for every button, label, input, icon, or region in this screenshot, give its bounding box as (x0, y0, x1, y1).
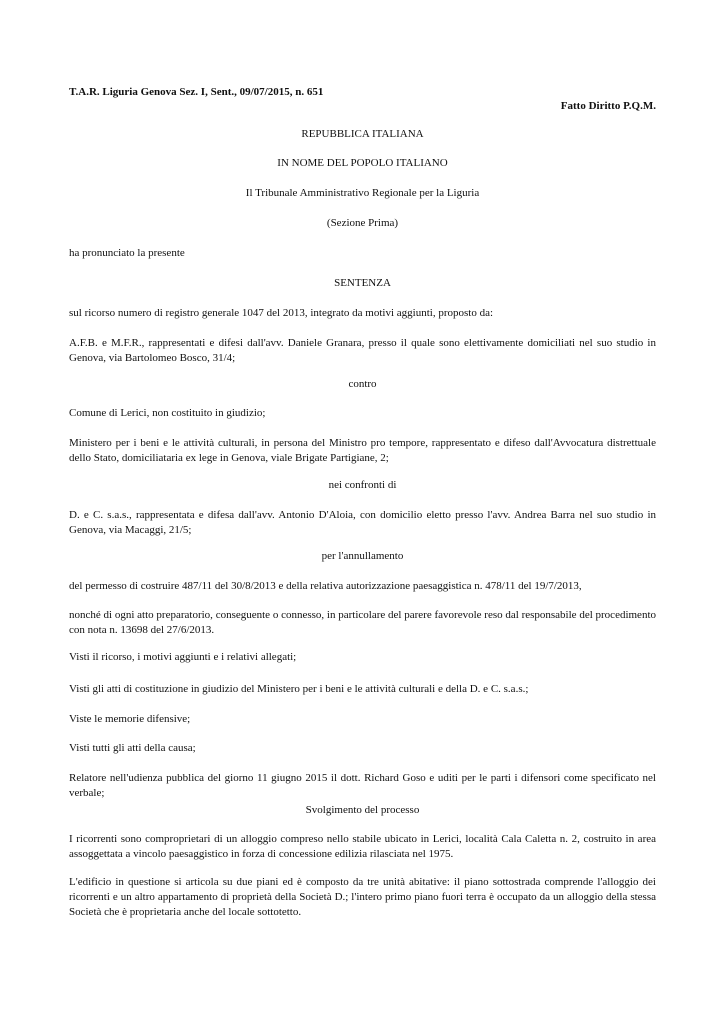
comproprietari-paragraph: I ricorrenti sono comproprietari di un alloggio compreso nello stabile ubicato in Lerici, località Cala Caletta n. 2, costruito in area assoggettata a vincolo paesaggistico in forza di concessione edilizia rilasciata nel 1975. (69, 833, 656, 860)
visti-costituzione-paragraph: Visti gli atti di costituzione in giudizio del Ministero per i beni e le attività culturali e della D. e C. s.a.s.; (69, 683, 529, 695)
controinteressata-paragraph: D. e C. s.a.s., rappresentata e difesa dall'avv. Antonio D'Aloia, con domicilio eletto presso l'avv. Andrea Barra nel suo studio in Genova, via Macaggi, 21/5; (69, 509, 656, 536)
pronounced-text: ha pronunciato la presente (69, 247, 185, 259)
visti-atti-paragraph: Visti tutti gli atti della causa; (69, 742, 196, 754)
annullamento-label: per l'annullamento (321, 550, 404, 562)
atti-preparatori-paragraph: nonché di ogni atto preparatorio, conseguente o connesso, in particolare del parere favorevole reso dal responsabile del procedimento con nota n. 13698 del 27/6/2013. (69, 609, 656, 636)
heading-people: IN NOME DEL POPOLO ITALIANO (277, 157, 448, 169)
ricorrenti-paragraph: A.F.B. e M.F.R., rappresentati e difesi dall'avv. Daniele Granara, presso il quale sono elettivamente domiciliati nel suo studio in Genova, via Bartolomeo Bosco, 31/4; (69, 337, 656, 364)
comune-paragraph: Comune di Lerici, non costituito in giudizio; (69, 407, 266, 419)
contro-label: contro (348, 378, 377, 390)
svolgimento-heading: Svolgimento del processo (305, 804, 420, 816)
heading-republic: REPUBBLICA ITALIANA (301, 128, 424, 140)
relatore-paragraph: Relatore nell'udienza pubblica del giorno 11 giugno 2015 il dott. Richard Goso e uditi per le parti i difensori come specificato nel verbale; (69, 772, 656, 799)
sentenza-title: SENTENZA (334, 277, 391, 289)
confronti-label: nei confronti di (328, 479, 397, 491)
permesso-paragraph: del permesso di costruire 487/11 del 30/8/2013 e della relativa autorizzazione paesaggistica n. 478/11 del 19/7/2013, (69, 580, 582, 592)
memorie-paragraph: Viste le memorie difensive; (69, 713, 191, 725)
edificio-paragraph: L'edificio in questione si articola su due piani ed è composto da tre unità abitative: il piano sottostrada comprende l'alloggio dei ricorrenti e un altro appartamento di proprietà della Società D.; l'intero primo piano fuori terra è occupato da un alloggio della stessa Società che è proprietaria anche del locale sottotetto. (69, 876, 656, 918)
section-tags: Fatto Diritto P.Q.M. (560, 100, 656, 112)
heading-section: (Sezione Prima) (326, 217, 399, 229)
ricorso-paragraph: sul ricorso numero di registro generale 1047 del 2013, integrato da motivi aggiunti, proposto da: (69, 307, 494, 319)
citation-header: T.A.R. Liguria Genova Sez. I, Sent., 09/07/2015, n. 651 (69, 86, 324, 98)
heading-court: Il Tribunale Amministrativo Regionale per la Liguria (245, 187, 480, 199)
visti-ricorso-paragraph: Visti il ricorso, i motivi aggiunti e i relativi allegati; (69, 651, 297, 663)
ministero-paragraph: Ministero per i beni e le attività culturali, in persona del Ministro pro tempore, rappresentato e difeso dall'Avvocatura distrettuale dello Stato, domiciliataria ex lege in Genova, viale Brigate Partigiane, 2; (69, 437, 656, 464)
